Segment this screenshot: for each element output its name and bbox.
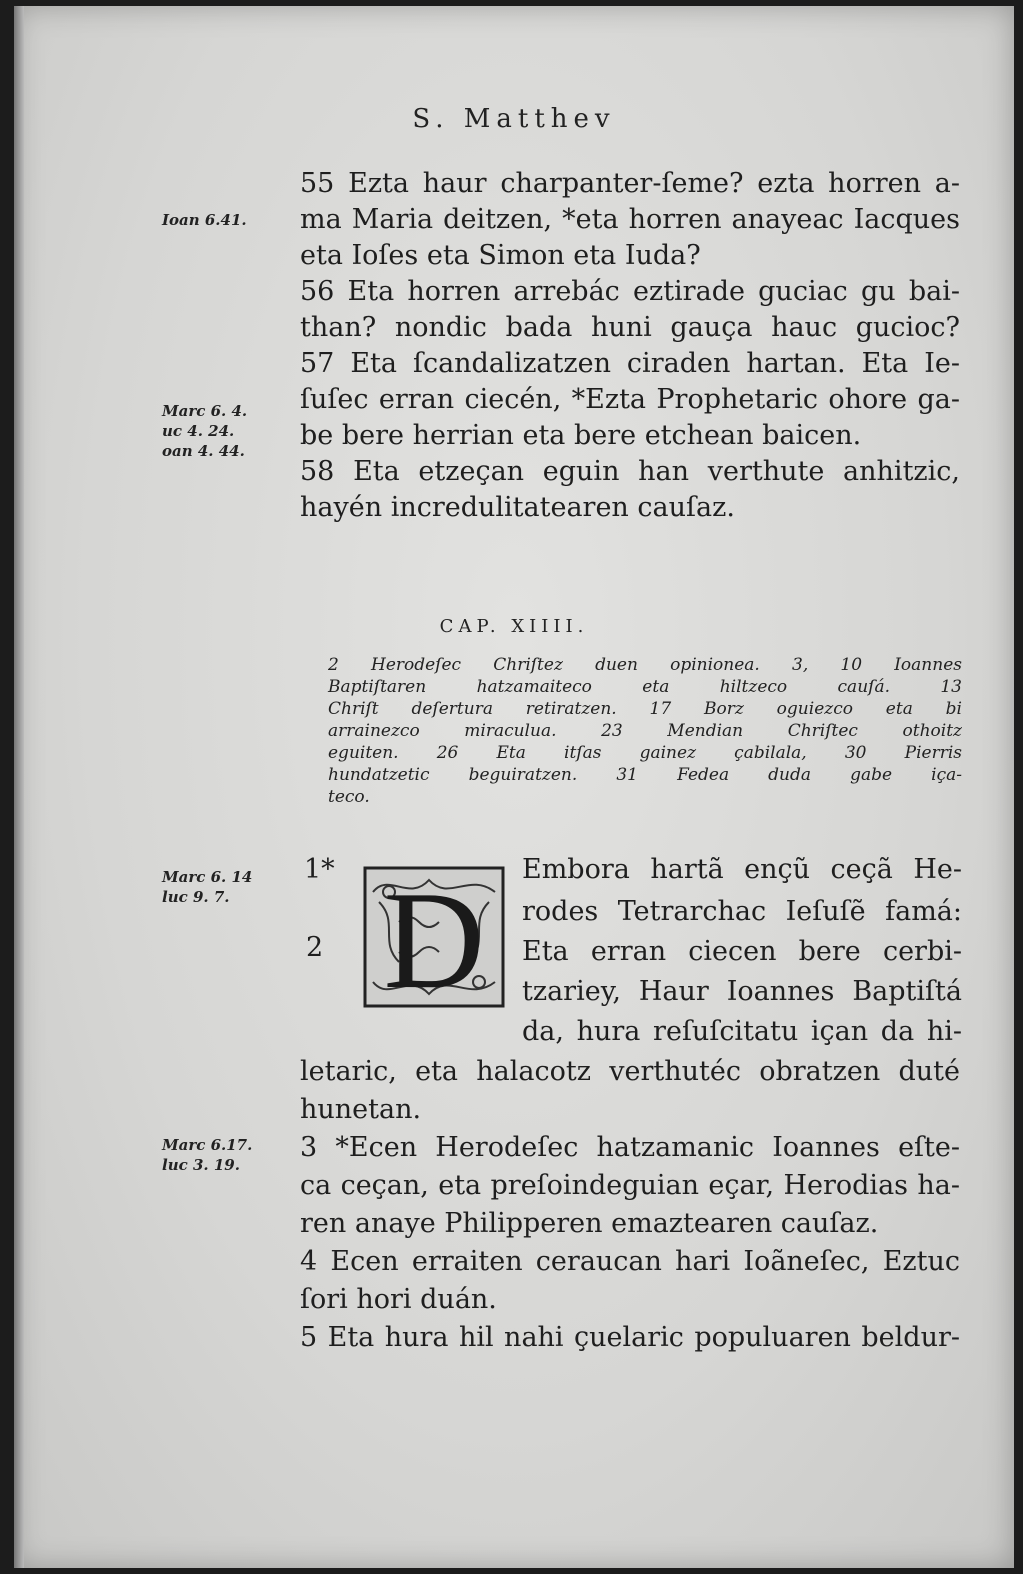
summary-line: hundatzetic beguiratzen. 31 Fedea duda gabe iça- — [328, 765, 962, 785]
margin-note: Marc 6. 14 — [162, 868, 253, 886]
text-line: da, hura reſuſcitatu içan da hi- — [522, 1016, 962, 1047]
text-line: ma Maria deitzen, *eta horren anayeac Iacques — [300, 204, 960, 235]
page-edge — [14, 6, 24, 1568]
summary-line: Chriſt deſertura retiratzen. 17 Borz oguiezco eta bi — [328, 699, 962, 719]
text-line: be bere herrian eta bere etchean baicen. — [300, 420, 862, 451]
summary-line: teco. — [328, 787, 370, 807]
book-page — [14, 6, 1014, 1568]
initial-letter: D — [383, 863, 485, 1012]
text-line: hayén incredulitatearen cauſaz. — [300, 492, 735, 523]
running-header: S. Matthev — [412, 104, 616, 134]
text-line: 5 Eta hura hil nahi çuelaric populuaren beldur- — [300, 1322, 960, 1353]
text-line: Eta erran ciecen bere cerbi- — [522, 936, 962, 967]
text-line: 57 Eta ſcandalizatzen ciraden hartan. Eta Ie- — [300, 348, 960, 379]
text-line: 3 *Ecen Herodeſec hatzamanic Ioannes eſte- — [300, 1132, 960, 1163]
decorated-initial — [359, 862, 509, 1012]
margin-note: luc 9. 7. — [162, 888, 230, 906]
verse-number: 2 — [306, 932, 324, 963]
text-line: 4 Ecen erraiten ceraucan hari Ioãneſec, Eztuc — [300, 1246, 960, 1277]
margin-note: Marc 6. 4. — [162, 402, 248, 420]
text-line: than? nondic bada huni gauça hauc gucioc? — [300, 312, 960, 343]
summary-line: eguiten. 26 Eta itſas gainez çabilala, 30 Pierris — [328, 743, 962, 763]
text-line: letaric, eta halacotz verthutéc obratzen duté — [300, 1056, 960, 1087]
text-line: rodes Tetrarchac Ieſuſẽ famá: — [522, 896, 962, 927]
text-line: ca ceçan, eta preſoindeguian eçar, Herodias ha- — [300, 1170, 960, 1201]
text-line: ſuſec erran ciecén, *Ezta Prophetaric ohore ga- — [300, 384, 960, 415]
text-line: hunetan. — [300, 1094, 422, 1125]
text-line: 58 Eta etzeçan eguin han verthute anhitzic, — [300, 456, 960, 487]
summary-line: 2 Herodeſec Chriſtez duen opinionea. 3, 10 Ioannes — [328, 655, 962, 675]
summary-line: arrainezco miraculua. 23 Mendian Chriſtec othoitz — [328, 721, 962, 741]
margin-note: uc 4. 24. — [162, 422, 235, 440]
summary-line: Baptiſtaren hatzamaiteco eta hiltzeco cauſá. 13 — [328, 677, 962, 697]
margin-note: luc 3. 19. — [162, 1156, 240, 1174]
text-line: Embora hartã ençũ ceçã He- — [522, 854, 962, 885]
text-line: 56 Eta horren arrebác eztirade guciac gu bai- — [300, 276, 960, 307]
margin-note: Ioan 6.41. — [162, 211, 247, 229]
verse-number: 1* — [304, 854, 335, 885]
text-line: eta Ioſes eta Simon eta Iuda? — [300, 240, 701, 271]
chapter-heading: CAP. XIIII. — [439, 616, 589, 637]
text-line: ren anaye Philipperen emaztearen cauſaz. — [300, 1208, 879, 1239]
text-line: tzariey, Haur Ioannes Baptiſtá — [522, 976, 962, 1007]
margin-note: oan 4. 44. — [162, 442, 245, 460]
text-line: ſori hori duán. — [300, 1284, 497, 1315]
margin-note: Marc 6.17. — [162, 1136, 253, 1154]
text-line: 55 Ezta haur charpanter-ſeme? ezta horren a- — [300, 168, 960, 199]
